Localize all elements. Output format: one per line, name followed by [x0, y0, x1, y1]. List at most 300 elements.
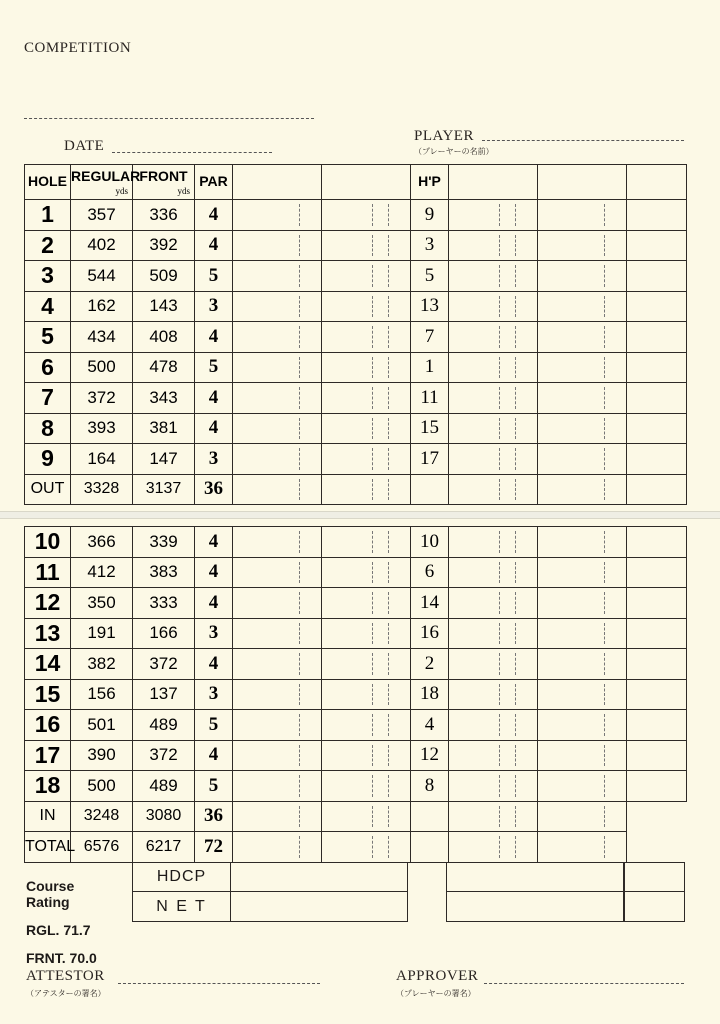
score-cell-1[interactable]	[233, 649, 322, 680]
handicap-value-text: 5	[424, 264, 435, 286]
front-yards-text: 339	[149, 531, 178, 551]
total-regular	[71, 832, 133, 863]
score-cell-1[interactable]	[233, 230, 322, 261]
par-value-text: 4	[208, 744, 219, 766]
score-cell-4[interactable]	[538, 413, 627, 444]
out-par-text: 36	[204, 478, 223, 500]
hole-number-text: 2	[41, 231, 54, 258]
hole-header-label: HOLE	[28, 173, 67, 189]
player-label: PLAYER	[414, 128, 474, 144]
front-yards-text: 336	[149, 204, 178, 224]
regular-yards	[71, 527, 133, 558]
score-cell-2[interactable]	[322, 200, 411, 231]
score-cell-1[interactable]	[233, 322, 322, 353]
regular-yards-text: 372	[87, 387, 116, 407]
handicap-value-text: 18	[420, 683, 439, 705]
par-value-text: 4	[208, 325, 219, 347]
regular-yards-text: 156	[87, 684, 116, 704]
score-cell-1[interactable]	[233, 588, 322, 619]
score-cell-4[interactable]	[538, 679, 627, 710]
handicap-value	[411, 740, 449, 771]
hole-number	[25, 527, 71, 558]
front-yards	[133, 679, 195, 710]
card-fold	[0, 511, 720, 519]
front-header-label: FRONT	[139, 168, 188, 184]
hole-number-text: 18	[34, 772, 61, 799]
in-row	[25, 801, 687, 832]
par-value-text: 4	[208, 203, 219, 225]
handicap-value	[411, 710, 449, 741]
score-header-5[interactable]	[627, 165, 687, 200]
out-label	[25, 474, 71, 505]
date-line[interactable]	[112, 152, 272, 153]
score-cell-2[interactable]	[322, 740, 411, 771]
handicap-value	[411, 322, 449, 353]
score-cell-2[interactable]	[322, 557, 411, 588]
front-yards	[133, 291, 195, 322]
out-hp-cell[interactable]	[411, 474, 449, 505]
total-score-4[interactable]	[538, 832, 627, 863]
par-value	[195, 291, 233, 322]
score-cell-2[interactable]	[322, 291, 411, 322]
handicap-value-text: 12	[420, 744, 439, 766]
out-par	[195, 474, 233, 505]
score-cell-4[interactable]	[538, 557, 627, 588]
score-cell-3[interactable]	[449, 618, 538, 649]
score-cell-1[interactable]	[233, 710, 322, 741]
score-cell-3[interactable]	[449, 261, 538, 292]
front-yards	[133, 527, 195, 558]
competition-line[interactable]	[24, 118, 314, 119]
header-row	[25, 165, 687, 200]
score-cell-4[interactable]	[538, 322, 627, 353]
hdcp-cell-1[interactable]	[230, 862, 408, 892]
score-cell-3[interactable]	[449, 230, 538, 261]
handicap-value-text: 8	[424, 774, 435, 796]
regular-header-label: REGULAR	[71, 168, 141, 184]
front-yards-text: 166	[149, 623, 178, 643]
regular-yards-text: 164	[87, 448, 116, 468]
par-value	[195, 383, 233, 414]
hole-number-text: 12	[34, 589, 61, 616]
score-cell-5[interactable]	[627, 413, 687, 444]
handicap-value	[411, 771, 449, 802]
hole-row	[25, 291, 687, 322]
handicap-value-text: 10	[420, 530, 439, 552]
handicap-value-text: 14	[420, 591, 439, 613]
par-value	[195, 740, 233, 771]
par-value	[195, 352, 233, 383]
score-cell-4[interactable]	[538, 261, 627, 292]
back-nine-table	[24, 526, 687, 863]
in-score-4[interactable]	[538, 801, 627, 832]
handicap-value	[411, 261, 449, 292]
score-cell-2[interactable]	[322, 618, 411, 649]
regular-yards-text: 402	[87, 235, 116, 255]
front-yards	[133, 557, 195, 588]
total-score-3[interactable]	[449, 832, 538, 863]
hole-number	[25, 618, 71, 649]
score-cell-2[interactable]	[322, 383, 411, 414]
par-value	[195, 557, 233, 588]
regular-rating: RGL. 71.7	[26, 922, 91, 938]
score-cell-5[interactable]	[627, 200, 687, 231]
par-value-text: 4	[208, 591, 219, 613]
score-cell-1[interactable]	[233, 444, 322, 475]
hole-number-text: 10	[34, 528, 61, 555]
score-cell-5[interactable]	[627, 383, 687, 414]
handicap-value	[411, 230, 449, 261]
front-yards-text: 343	[149, 387, 178, 407]
net-cell-2[interactable]	[446, 892, 624, 922]
total-par	[195, 832, 233, 863]
hole-row	[25, 679, 687, 710]
hole-row	[25, 413, 687, 444]
score-header-1[interactable]	[233, 165, 322, 200]
score-cell-3[interactable]	[449, 557, 538, 588]
total-score-1[interactable]	[233, 832, 322, 863]
handicap-value-text: 15	[420, 417, 439, 439]
hole-number-text: 13	[34, 619, 61, 646]
hole-number	[25, 413, 71, 444]
hp-header-label: H'P	[418, 173, 441, 189]
hole-row	[25, 200, 687, 231]
score-cell-2[interactable]	[322, 588, 411, 619]
score-cell-5[interactable]	[627, 291, 687, 322]
hole-header	[25, 165, 71, 200]
out-score-3[interactable]	[449, 474, 538, 505]
score-cell-3[interactable]	[449, 588, 538, 619]
handicap-value-text: 1	[424, 356, 435, 378]
par-value-text: 4	[208, 652, 219, 674]
score-cell-2[interactable]	[322, 230, 411, 261]
score-cell-4[interactable]	[538, 649, 627, 680]
net-label: N E T	[156, 898, 207, 915]
front-yards	[133, 649, 195, 680]
par-value	[195, 444, 233, 475]
score-cell-3[interactable]	[449, 710, 538, 741]
front-header	[133, 165, 195, 200]
score-cell-2[interactable]	[322, 649, 411, 680]
par-value-text: 5	[208, 713, 219, 735]
score-cell-1[interactable]	[233, 527, 322, 558]
score-cell-4[interactable]	[538, 771, 627, 802]
score-cell-1[interactable]	[233, 352, 322, 383]
score-cell-5[interactable]	[627, 771, 687, 802]
total-score-2[interactable]	[322, 832, 411, 863]
score-cell-3[interactable]	[449, 740, 538, 771]
score-cell-3[interactable]	[449, 200, 538, 231]
score-cell-5[interactable]	[627, 352, 687, 383]
regular-header	[71, 165, 141, 200]
score-cell-5[interactable]	[627, 740, 687, 771]
handicap-value	[411, 588, 449, 619]
front-yards-text: 509	[149, 265, 178, 285]
hole-number	[25, 291, 71, 322]
regular-yds-label: yds	[115, 186, 128, 196]
score-cell-3[interactable]	[449, 413, 538, 444]
score-cell-2[interactable]	[322, 352, 411, 383]
score-cell-1[interactable]	[233, 413, 322, 444]
score-cell-3[interactable]	[449, 383, 538, 414]
par-value-text: 4	[208, 234, 219, 256]
hole-number	[25, 710, 71, 741]
regular-yards-text: 390	[87, 745, 116, 765]
hole-row	[25, 230, 687, 261]
regular-yards	[71, 679, 133, 710]
hole-number	[25, 230, 71, 261]
score-cell-5[interactable]	[627, 322, 687, 353]
regular-yards	[71, 649, 133, 680]
hole-row	[25, 649, 687, 680]
in-label-text: IN	[39, 807, 56, 825]
score-cell-4[interactable]	[538, 291, 627, 322]
par-value-text: 5	[208, 774, 219, 796]
front-yards	[133, 352, 195, 383]
regular-yards	[71, 771, 133, 802]
score-cell-2[interactable]	[322, 261, 411, 292]
total-label-text: TOTAL	[25, 837, 76, 855]
front-yds-label: yds	[177, 186, 190, 196]
score-cell-5[interactable]	[627, 649, 687, 680]
score-cell-4[interactable]	[538, 444, 627, 475]
par-value	[195, 710, 233, 741]
hole-number-text: 7	[41, 384, 54, 411]
player-line[interactable]	[482, 140, 684, 141]
handicap-value-text: 6	[424, 561, 435, 583]
par-value-text: 3	[208, 295, 219, 317]
hole-number	[25, 261, 71, 292]
par-value-text: 5	[208, 356, 219, 378]
regular-yards	[71, 740, 133, 771]
score-cell-1[interactable]	[233, 557, 322, 588]
hole-row	[25, 527, 687, 558]
score-cell-1[interactable]	[233, 291, 322, 322]
out-score-4[interactable]	[538, 474, 627, 505]
hole-number-text: 15	[34, 680, 61, 707]
hole-number	[25, 771, 71, 802]
front-yards	[133, 200, 195, 231]
hole-row	[25, 557, 687, 588]
score-cell-2[interactable]	[322, 679, 411, 710]
score-cell-1[interactable]	[233, 618, 322, 649]
in-score-1[interactable]	[233, 801, 322, 832]
in-score-3[interactable]	[449, 801, 538, 832]
score-cell-4[interactable]	[538, 383, 627, 414]
out-label-text: OUT	[30, 480, 65, 498]
in-front	[133, 801, 195, 832]
hole-row	[25, 322, 687, 353]
regular-yards	[71, 230, 133, 261]
score-cell-3[interactable]	[449, 527, 538, 558]
in-regular-text: 3248	[83, 807, 120, 825]
par-value	[195, 200, 233, 231]
hole-number	[25, 740, 71, 771]
front-yards-text: 392	[149, 235, 178, 255]
handicap-value-text: 11	[420, 386, 439, 408]
par-value-text: 4	[208, 530, 219, 552]
net-cell-1[interactable]	[230, 892, 408, 922]
score-cell-5[interactable]	[627, 618, 687, 649]
score-cell-5[interactable]	[627, 261, 687, 292]
hole-row	[25, 710, 687, 741]
score-cell-4[interactable]	[538, 352, 627, 383]
in-hp-cell[interactable]	[411, 801, 449, 832]
score-cell-2[interactable]	[322, 322, 411, 353]
handicap-value-text: 4	[424, 713, 435, 735]
hole-number-text: 5	[41, 323, 54, 350]
regular-yards	[71, 588, 133, 619]
score-cell-1[interactable]	[233, 679, 322, 710]
score-header-4[interactable]	[538, 165, 627, 200]
front-yards-text: 408	[149, 326, 178, 346]
score-cell-1[interactable]	[233, 771, 322, 802]
approver-line[interactable]	[484, 983, 684, 984]
score-cell-5[interactable]	[627, 230, 687, 261]
score-cell-4[interactable]	[538, 740, 627, 771]
out-score-1[interactable]	[233, 474, 322, 505]
hole-number	[25, 200, 71, 231]
hole-number-text: 11	[35, 558, 60, 585]
par-value-text: 4	[208, 386, 219, 408]
regular-yards-text: 501	[87, 714, 116, 734]
score-header-3[interactable]	[449, 165, 538, 200]
score-cell-3[interactable]	[449, 352, 538, 383]
front-yards-text: 381	[149, 418, 178, 438]
hole-number-text: 9	[41, 445, 54, 472]
front-yards-text: 478	[149, 357, 178, 377]
handicap-value	[411, 200, 449, 231]
front-yards-text: 147	[149, 448, 178, 468]
in-regular	[71, 801, 133, 832]
in-par	[195, 801, 233, 832]
score-cell-3[interactable]	[449, 444, 538, 475]
hp-header	[411, 165, 449, 200]
score-cell-3[interactable]	[449, 322, 538, 353]
front-yards	[133, 383, 195, 414]
hole-row	[25, 383, 687, 414]
date-label: DATE	[64, 138, 105, 154]
regular-yards-text: 191	[87, 623, 116, 643]
attestor-line[interactable]	[118, 983, 320, 984]
score-cell-3[interactable]	[449, 771, 538, 802]
handicap-value-text: 3	[424, 234, 435, 256]
hole-row	[25, 588, 687, 619]
hole-number-text: 1	[41, 201, 54, 228]
score-cell-4[interactable]	[538, 527, 627, 558]
par-value	[195, 261, 233, 292]
score-cell-2[interactable]	[322, 527, 411, 558]
approver-sub-label: （プレーヤーの署名）	[396, 989, 476, 998]
front-yards-text: 372	[149, 653, 178, 673]
approver-label: APPROVER	[396, 968, 479, 984]
course-label: Course	[26, 878, 75, 894]
score-cell-3[interactable]	[449, 649, 538, 680]
out-score-2[interactable]	[322, 474, 411, 505]
score-cell-4[interactable]	[538, 618, 627, 649]
score-cell-5[interactable]	[627, 679, 687, 710]
regular-yards	[71, 291, 133, 322]
handicap-value	[411, 413, 449, 444]
hole-number	[25, 322, 71, 353]
hdcp-cell-3[interactable]	[624, 862, 685, 892]
regular-yards	[71, 618, 133, 649]
handicap-value	[411, 383, 449, 414]
par-value-text: 5	[208, 264, 219, 286]
hole-number	[25, 649, 71, 680]
net-row	[132, 892, 685, 922]
net-cell-3[interactable]	[624, 892, 685, 922]
score-cell-2[interactable]	[322, 771, 411, 802]
score-cell-4[interactable]	[538, 710, 627, 741]
in-score-2[interactable]	[322, 801, 411, 832]
score-cell-5[interactable]	[627, 588, 687, 619]
front-yards	[133, 771, 195, 802]
par-value	[195, 322, 233, 353]
par-value	[195, 618, 233, 649]
in-label	[25, 801, 71, 832]
total-front-text: 6217	[145, 837, 182, 855]
score-cell-2[interactable]	[322, 413, 411, 444]
score-cell-1[interactable]	[233, 740, 322, 771]
regular-yards-text: 162	[87, 296, 116, 316]
regular-yards	[71, 352, 133, 383]
hole-number-text: 17	[34, 741, 61, 768]
hole-number	[25, 588, 71, 619]
score-cell-4[interactable]	[538, 200, 627, 231]
regular-yards-text: 382	[87, 653, 116, 673]
front-yards	[133, 444, 195, 475]
in-blank	[627, 801, 687, 832]
score-header-2[interactable]	[322, 165, 411, 200]
score-cell-5[interactable]	[627, 444, 687, 475]
front-yards	[133, 740, 195, 771]
score-cell-2[interactable]	[322, 710, 411, 741]
score-cell-5[interactable]	[627, 557, 687, 588]
hole-row	[25, 771, 687, 802]
front-yards	[133, 618, 195, 649]
score-cell-1[interactable]	[233, 383, 322, 414]
regular-yards-text: 500	[87, 357, 116, 377]
hdcp-row	[132, 862, 685, 892]
score-cell-4[interactable]	[538, 588, 627, 619]
out-front	[133, 474, 195, 505]
score-cell-2[interactable]	[322, 444, 411, 475]
out-score-5[interactable]	[627, 474, 687, 505]
score-cell-1[interactable]	[233, 200, 322, 231]
par-value-text: 4	[208, 561, 219, 583]
hdcp-cell-2[interactable]	[446, 862, 624, 892]
score-cell-3[interactable]	[449, 679, 538, 710]
hole-number-text: 6	[41, 353, 54, 380]
par-header	[195, 165, 233, 200]
rating-label: Rating	[26, 894, 70, 910]
par-value-text: 3	[208, 683, 219, 705]
hole-row	[25, 444, 687, 475]
front-yards	[133, 322, 195, 353]
score-cell-4[interactable]	[538, 230, 627, 261]
hole-row	[25, 352, 687, 383]
total-hp-cell[interactable]	[411, 832, 449, 863]
score-cell-3[interactable]	[449, 291, 538, 322]
player-sub-label: （プレーヤーの名前）	[414, 147, 494, 156]
in-front-text: 3080	[145, 807, 182, 825]
total-blank	[627, 832, 687, 863]
score-cell-1[interactable]	[233, 261, 322, 292]
score-cell-5[interactable]	[627, 710, 687, 741]
score-cell-5[interactable]	[627, 527, 687, 558]
hole-number	[25, 557, 71, 588]
